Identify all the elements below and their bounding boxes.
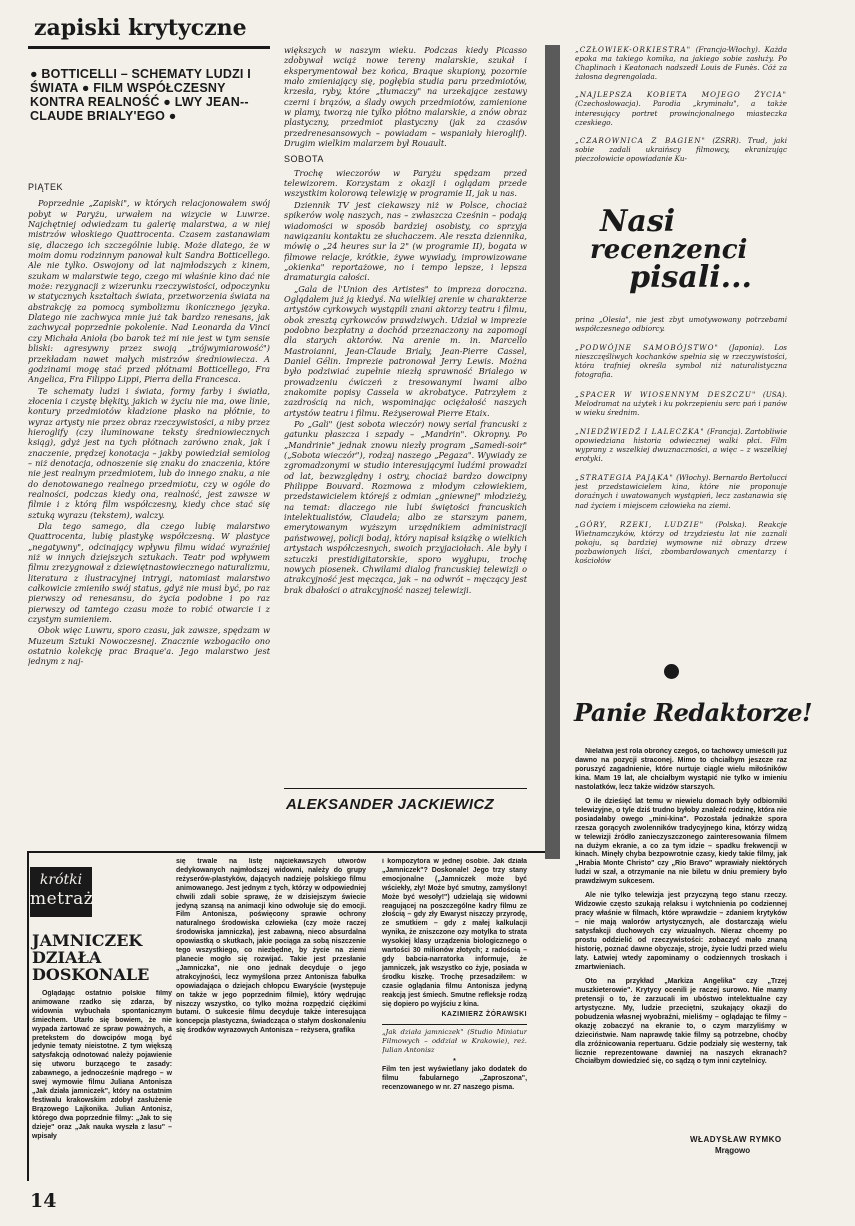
article-topics: ● BOTTICELLI – SCHEMATY LUDZI I ŚWIATA ● FILM WSPÓŁCZESNY KONTRA REALNOŚĆ ● LWY JEAN--CLAUDE BRIALY'EGO ● [30, 67, 251, 123]
short-film-credit: „Jak działa jamniczek" (Studio Miniatur Filmowych – oddział w Krakowie), reż. Julian Antonisz [382, 1028, 527, 1055]
day-heading-friday: PIĄTEK [28, 182, 64, 192]
paragraph: Nielatwa jest rola obrońcy czegoś, co tachowcy umieścili już dawno na pozycji straconej. Mimo to chciałbym jeszcze raz poruszyć zagadnienie, które nurtuje ciągle wielu miłośników kina. Mam 19 lat, ale chciałbym wystąpić nie tylko w imieniu nastolatków, lecz także widzów starszych. [575, 748, 787, 791]
short-film-note: Film ten jest wyświetlany jako dodatek do filmu fabularnego „Zaproszona", recenzowanego w nr. 27 naszego pisma. [382, 1066, 527, 1091]
review-entry: „GÓRY, RZEKI, LUDZIE" (Polska). Reakcje Wietnamczyków, którzy od trzydziestu lat nie zaznali pokoju, są bardziej wymowne niż obrazy drzew pozbawionych liści, zbombardowanych cmentarzy i kościołów [575, 519, 787, 565]
kicker-rule [28, 46, 270, 49]
paragraph: Po „Gali" (jest sobota wieczór) nowy serial francuski z gatunku płaszcza i szpady – „Mandrin". Okropny. Po „Mandrinie" jednak znowu niezły program „Samedi-soir" („Sobota wieczór"), rodzaj naszego „Pegaza". Wywiady ze zgromadzonymi w studio interesującymi ludźmi prowadzi od lat, bezwzględny i ostry, chociaż bardzo dowcipny Philippe Bouvard. Rozmowa z młodym człowiekiem, przedstawicielem którejś z odmian „gniewnej" młodzieży, na temat: dlaczego nie lubi świętości francuskich intelektualistów, Claudela; albo ze starszym panem, emerytowanym wyższym urzędnikiem administracji państwowej, policji bodaj, który napisał książkę o wielkich artystach współczesnych, swoich przyjaciołach. Ale były i sztuczki prestidigitatorskie, sporo wygłupu, trochę nowych piosenek. Chwilami dialog francuskiej telewizji o atrakcyjność jest męcząca, jak – na odwrót – męczący jest brak dbałości o atrakcyjność naszej telewizji. [284, 419, 527, 595]
zapiski-column-2 [284, 45, 527, 785]
paragraph: Trochę wieczorów w Paryżu spędzam przed telewizorem. Korzystam z okazji i oglądam przede wszystkim kolorową telewizję w programie II, jak u nas. [284, 167, 527, 199]
paragraph: „Gala de l'Union des Artistes" to impreza doroczna. Oglądałem już ją kiedyś. Na wielkiej arenie w charakterze artystów cyrkowych wystąpili znani aktorzy teatru i filmu, obok zresztą cyrkowców prawdziwych. Udział w imprezie podobno bezpłatny a dochód przeznaczony na zapomogi dla starych aktorów. Na arenie m. in. Marcello Mastroianni, Jean-Claude Brialy, Jean-Pierre Cassel, Daniel Gélin. Imprezie patronował Jerry Lewis. Można było podziwiać zupełnie niezłą sprawność Brialego w prowadzeniu ćwiczeń z tresowanymi lwami albo znakomite popisy Cassela w akrobatyce. Patrzyłem z zazdrością na nich, wspominając ociężałość naszych artystów teatru i filmu. Reżyserował Pierre Etaix. [284, 283, 527, 418]
paragraph: Ale nie tylko telewizja jest przyczyną tego stanu rzeczy. Widzowie często szukają relaksu i wytchnienia po codziennej pracy właśnie w filmach, które wprawdzie – zdaniem krytyków – nie mają walorów artystycznych, ale dostarczają wielu satysfakcji duchowych czy wizualnych. Nieraz chcemy po prostu oddzielić od rzeczywistości: zobaczyć mało znaną historię, poznać dawne obyczaje, stroje, życie ludzi przed wielu laty. Łatwiej wtedy zapominamy o codziennych troskach i zmartwieniach. [575, 892, 787, 971]
review-entry: „CZAROWNICA Z BAGIEN" (ZSRR). Trud, jaki sobie zadali ukraińscy filmowcy, ekranizując pieczołowicie opowiadanie Ku- [575, 135, 787, 163]
review-entry: „CZŁOWIEK-ORKIESTRA" (Francja-Włochy). Każda epoka ma takiego komika, na jakiego sobie zasłuży. Po Chaplinach i Keatonach nadszedł Louis de Funès. Cóż za żałosna degrengolada. [575, 45, 787, 82]
letter-body [575, 748, 787, 1128]
letter-signature: WŁADYSŁAW RYMKO [690, 1135, 782, 1144]
section-kicker: zapiski krytyczne [34, 15, 247, 41]
krotki-metraz-badge: krótki metraż [30, 867, 92, 917]
paragraph: Obok więc Luwru, sporo czasu, jak zawsze, spędzam w Muzeum Sztuki Nowoczesnej. Znacznie wzbogaciło ono ostatnio kolekcję prac Braque'a. Jego malarstwo jest jednym z naj- [28, 625, 270, 667]
zapiski-column-1 [28, 182, 270, 828]
author-signature: ALEKSANDER JACKIEWICZ [286, 796, 494, 813]
paragraph: Dla tego samego, dla czego lubię malarstwo Quattrocenta, lubię plastykę współczesną. W plastyce „negatywny", odcinający wpływu filmu widać wyraźniej niż w innych dziejszych sztukach. Teatr pod wpływem filmu zrezygnował z dziewiętnastowiecznego naturalizmu, literatura z ilustracyjnej intrygi, natomiast malarstwo całkowicie zmieniło swój status, gdyż nie musi być, po raz pierwszy od renesansu, do życia podobne i po raz pierwszy od tamtego czasu może to robić otwarcie i z czystym sumieniem. [28, 521, 270, 625]
review-entry: „NAJLEPSZA KOBIETA MOJEGO ŻYCIA" (Czechosłowacja). Parodia „kryminału", a także interesujący portret prowincjonalnego miasteczka czeskiego. [575, 90, 787, 127]
review-continuation: prina „Olesia", nie jest zbyt umotywowany potrzebami współczesnego odbiorcy. [575, 315, 787, 334]
review-entry: „NIEDŹWIEDŹ I LALECZKA" (Francja). Zartobliwie opowiedziana historia odwiecznej walki płci. Film wyprany z wszelkiej dwuznaczności, a więc – z wszelkiej erotyki. [575, 426, 787, 464]
review-entry: „STRATEGIA PAJĄKA" (Włochy). Bernardo Bertolucci jest przedstawicielem kina, które nie proponuje doraźnych i uwatowanych wystąpień, lecz zastanawia się nad życiem i miejscem człowieka na ziemi. [575, 473, 787, 510]
paragraph: Poprzednie „Zapiski", w których relacjonowałem swój pobyt w Paryżu, urwałem na wizycie w Luwrze. Najchętniej odwiedzam tu galerię malarstwa, a w niej mistrzów włoskiego Quattrocenta. Czasem zastanawiam się, dlaczego ich szczególnie lubię. Może dlatego, że w moim domu rodzinnym panował kult Sandra Botticellego. Ale nie tylko. Oswojony od lat najmłodszych z kinem, szukam w malarstwie tego, czego mi właśnie kino dać nie może: rezygnacji z wizerunku rzeczywistości, odpoczynku w statycznych kształtach świata, przetworzenia świata na abstrakcję za pomocą symbolizmu ikonicznego języka. Dlatego nie zachwyca mnie już tak bardzo renesans, jak zachwycał poprzednie pokolenie. Nad Leonarda da Vinci czy Michała Anioła (bo barok też mi nie jest w tym sensie bliski: agresywny przez swoją „trójwymiarowość") przekładam nawet małych mistrzów średniowiecza. A godzinami mogę stać przed płótnami Botticellego, Fra Angelica, Fra Filippo Lippi, Pierra della Francesca. [28, 198, 270, 385]
paragraph: Oto na przykład „Markiza Angelika" czy „Trzej muszkieterowie". Krytycy ocenili je raczej surowo. Nie mamy pretensji o to, że zarzucali im ubóstwo intelektualne czy artystyczne. My, ludzie przeciętni, szukający okazji do pobudzenia własnej wyobraźni, mieliśmy – oglądając te filmy – okazję zobaczyć na ekranie to, o czym marzyliśmy w dzieciństwie. Nam naprawdę takie filmy są potrzebne, choćby dla zróżnicowania repertuaru. Gdzie podziały się westerny, tak licznie reprezentowane dawniej na naszych ekranach? Chciałbym dowiedzieć się, co sądzą o tym inni czytelnicy. [575, 977, 787, 1066]
short-film-column-3: i kompozytora w jednej osobie. Jak działa „Jamniczek"? Doskonale! Jego trzy stany emocjonalne („Jamniczek może być wściekły, zły! Może być smutny, zamyślony! Może być wesoły!") udzielają się widowni reagującej na poszczególne kadry filmu ze złością – gdy zły Ewaryst niszczy przyrodę, ze smutkiem – gdy z małej kalkulacji wynika, że zniszczone ozy motylka to strata wysokiej klasy urządzenia biologicznego o wartości 30 milionów złotych; z radością – gdy babcia-narratorka informuje, że jamniczek, jak wszystko co żyje, posiada w środku kiszkę. Trochę przesadziłem: w czasie oglądania filmu Antonisza jedyną reakcją jest śmiech. Smutne refleksje rodzą się dopiero po wyjściu z kina. KAZIMIERZ ŻÓRAWSKI „Jak działa jamniczek" (Studio Miniatur Filmowych – oddział w Krakowie), reż. Julian Antonisz * Film ten jest wyświetlany jako dodatek do filmu fabularnego „Zaproszona", recenzowanego w nr. 27 naszego pisma. [382, 858, 527, 1091]
paragraph: Dziennik TV jest ciekawszy niż w Polsce, chociaż spikerów wolę naszych, nas – zwłaszcza Cześnin – podają wiadomości w sposób bardziej osobisty, co sprzyja nawiązaniu kontaktu ze słuchaczem. Ale reszta dziennika, mówię o „24 heures sur la 2" (w programie II), bogata w filmowe relacje, krótkie, żywe wywiady, improwizowane „okienka" reportażowe, no i tempo lepsze, i lepsza dramaturgia całości. [284, 199, 527, 283]
paragraph: O ile dzieśięć lat temu w niewielu domach były odbiorniki telewizyjne, o tyle dziś trudno byłoby znaleźć rodzinę, która nie posiadałaby owego „mini-kina". Pozostała jednakże spora rzesza gorących zwolenników tradycyjnego kina, którzy widzą w telewizji źródło zanieczyszczonego zainteresowania filmem na dużym ekranie, a co za tym idzie – spadku frekwencji w kinach. Minęły chyba bezpowrotnie czasy, kiedy takie filmy, jak „Hrabia Monte Christo" czy „Rio Bravo" wprawiały niektórych ludzi w szał, a otrzymanie na nie biletu w dniu premiery było prawdziwym sukcesem. [575, 797, 787, 886]
day-heading-saturday: SOBOTA [284, 154, 324, 165]
star-divider: * [453, 1058, 456, 1066]
short-film-column-2: się trwale na listę najciekawszych utworów dedykowanych najmłodszej widowni, należy do grupy reżyserów-plastyków, dających nadzieję polskiego filmu animowanego. Jest jednym z tych, którzy w odpowiedniej chwili zdali sobie sprawę, że w dzisiejszym świecie jedyną szansą na animacji kino odwołuje się do emocji. Film Antonisza, poświęcony sprawie ochrony naturalnego środowiska człowieka (czy może raczej środowiska jamniczka), jest zabawną, nieco absurdalna opowiastką o skutkach, jakie pociąga za sobą niszczenie tego wszystkiego, co niezbędne, by życie na ziemi planecie mogło się rozwijać. Takie jest przesłanie „Jamniczka", nie ono jednak decyduje o jego atrakcyjności, lecz wymyślona przez Antonisza fabułka opowiadająca o dziejach chłopcu Ewaryście (występuje on także w jego poprzednim filmie), który wędrując niszczy wszystko, co tylko można rozpędzić ciężkimi butami. O sukcesie filmu decyduje także interesująca koncepcja plastyczna, świadcząca o stałym doskonaleniu się środków wyrazowych Antonisza – reżysera, grafika [176, 858, 366, 1035]
reviewers-heading: Nasi recenzenci pisali... [590, 204, 752, 295]
author-rule [284, 788, 527, 789]
reviews-top [575, 45, 787, 195]
paragraph: Te schematy ludzi i świata, formy farby i światła, złocenia i czystę błękity, jakich w życiu nie ma, owe linie, kontury przedmiotów kładzione płasko na płótnie, to wyraz artysty nie przez obraz rzeczywistości, a niby przez hieroglify (czy iluminowane teksty średniowiecznych ksiąg), gdyż jest na tych płótnach zarówno znak, jak i znaczenie, prędzej konotacja – jakby powiedział semiolog – niż denotacja, odnoszenie się znaku do znaczenia, które nie jest realnym przedmiotem, lub do innego znaku, a nie do denotowanego realnego przedmiotu, czy w ogóle do realności, podczas kiedy ona, realność, jest zawsze w filmie i z którą film współczesny, kiedy chce stać się sztuką wyrazu (tekstem), walczy. [28, 385, 270, 520]
separator-dot [664, 664, 679, 679]
short-film-column-1: Oglądając ostatnio polskie filmy animowane rzadko się zdarza, by widownia wybuchała spontanicznym śmiechem. Utarło się bowiem, że nie wypada żartować ze spraw poważnych, a pretekstem do dowcipów mogą być jedynie tematy nieistotne. Z tym większą satysfakcją odnotować należy pojawienie się utworu burzącego te zasady: zabawnego, a jednocześnie mądrego – w swej wymowie filmu Juliana Antoniszа „Jak działa jamniczek", który na ostatnim festiwalu krakowskim zdobył zasłużenie Brązowego Lajkonika. Julian Antonisz, którego dwa poprzednie filmy: „Jak to się dzieje" oraz „Jak nauka wyszła z lasu" – wpisały [32, 990, 172, 1140]
letter-heading: Panie Redaktorze! [574, 698, 812, 727]
page-number: 14 [30, 1190, 57, 1212]
short-film-signature: KAZIMIERZ ŻÓRAWSKI [441, 1011, 527, 1019]
short-film-title: JAMNICZEK DZIAŁA DOSKONALE [32, 931, 150, 984]
review-entry: „PODWÓJNE SAMOBÓJSTWO" (Japonia). Los nieszczęśliwych kochanków spełnia się w rzeczywistości, która trafniej określa symbol niż naturalistyczna fotografia. [575, 343, 787, 380]
letter-city: Mrągowo [715, 1146, 751, 1155]
column-divider-bar [545, 45, 560, 859]
paragraph: większych w naszym wieku. Podczas kiedy Picasso zdobywał wciąż nowe tereny malarskie, szukał i eksperymentował bez końca, Braque skupiony, pozornie mało zmieniający się, pogłębia studia paru przedmiotów, krzesła, ryby, które „tłumaczy" na urzekające zestawy czerni i brązów, a ślady owych przedmiotów, zamienione w plamy, tworzą nie tylko płótno malarskie, a znów obraz plastyczny, przedmiot plastyczny (jak za czasów przedrenesansowych – powiadam – wspaniały hieroglif). Drugim wielkim malarzem był Rouault. [284, 45, 527, 149]
reviews-bottom [575, 315, 787, 675]
review-entry: „SPACER W WIOSENNYM DESZCZU" (USA). Melodramat na użytek i ku pokrzepieniu serc pań i panów w wieku średnim. [575, 389, 787, 417]
